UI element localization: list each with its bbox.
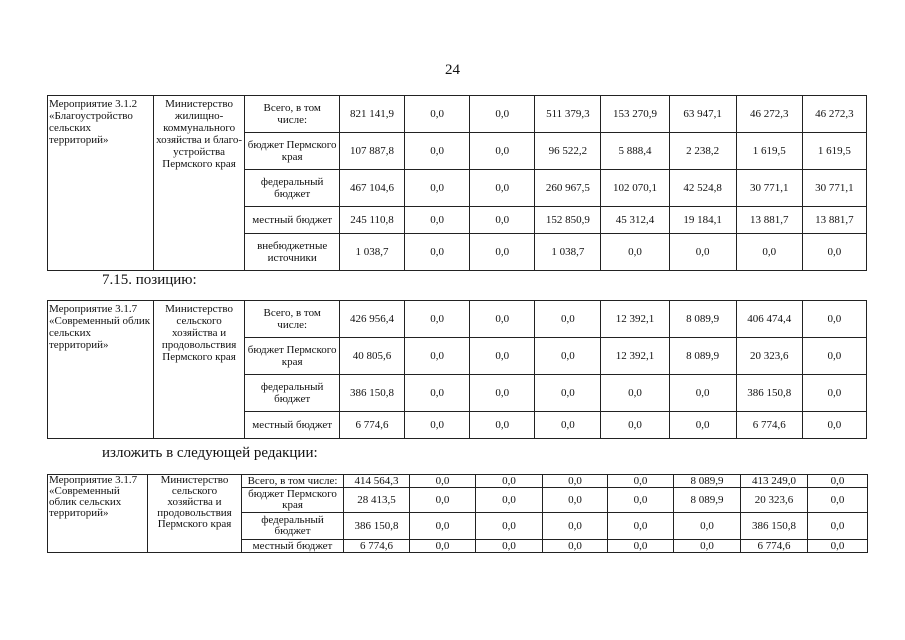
value-cell: 45 312,4 (601, 207, 669, 234)
value-cell: 0,0 (535, 301, 601, 338)
value-cell: 8 089,9 (674, 488, 741, 513)
value-cell: 0,0 (535, 375, 601, 412)
value-cell: 0,0 (476, 475, 543, 488)
value-cell: 0,0 (802, 375, 866, 412)
value-cell: 28 413,5 (344, 488, 410, 513)
value-cell: 0,0 (535, 338, 601, 375)
value-cell: 19 184,1 (669, 207, 736, 234)
value-cell: 0,0 (470, 133, 535, 170)
value-cell: 0,0 (802, 338, 866, 375)
value-cell: 406 474,4 (736, 301, 802, 338)
value-cell: 6 774,6 (741, 540, 808, 553)
value-cell: 6 774,6 (344, 540, 410, 553)
value-cell: 467 104,6 (339, 170, 404, 207)
value-cell: 0,0 (601, 375, 669, 412)
value-cell: 0,0 (410, 488, 476, 513)
value-cell: 46 272,3 (802, 96, 866, 133)
table-measure-3-1-2 (47, 95, 867, 271)
value-cell: 0,0 (543, 540, 608, 553)
value-cell: 0,0 (405, 234, 470, 271)
value-cell: 0,0 (410, 513, 476, 540)
value-cell: 63 947,1 (669, 96, 736, 133)
source-label: бюджет Пермского края (245, 338, 340, 375)
source-label: федеральный бюджет (245, 170, 340, 207)
value-cell: 0,0 (470, 301, 535, 338)
value-cell: 0,0 (543, 488, 608, 513)
value-cell: 0,0 (669, 234, 736, 271)
value-cell: 0,0 (674, 540, 741, 553)
value-cell: 0,0 (608, 475, 674, 488)
value-cell: 0,0 (476, 488, 543, 513)
measure-name: Мероприятие 3.1.7 «Современный облик сельских территорий» (48, 475, 148, 553)
value-cell: 413 249,0 (741, 475, 808, 488)
value-cell: 96 522,2 (535, 133, 601, 170)
value-cell: 6 774,6 (339, 412, 404, 439)
executor: Министерство жилищно-коммунального хозяйства и благо-устройства Пермского края (153, 96, 245, 271)
value-cell: 42 524,8 (669, 170, 736, 207)
value-cell: 30 771,1 (736, 170, 802, 207)
value-cell: 386 150,8 (344, 513, 410, 540)
value-cell: 30 771,1 (802, 170, 866, 207)
value-cell: 153 270,9 (601, 96, 669, 133)
value-cell: 0,0 (674, 513, 741, 540)
measure-name: Мероприятие 3.1.2 «Благоустройство сельских территорий» (48, 96, 154, 271)
value-cell: 0,0 (405, 96, 470, 133)
value-cell: 8 089,9 (674, 475, 741, 488)
value-cell: 0,0 (410, 475, 476, 488)
value-cell: 245 110,8 (339, 207, 404, 234)
value-cell: 0,0 (736, 234, 802, 271)
value-cell: 12 392,1 (601, 301, 669, 338)
value-cell: 0,0 (608, 513, 674, 540)
value-cell: 20 323,6 (741, 488, 808, 513)
value-cell: 0,0 (405, 338, 470, 375)
source-label: Всего, в том числе: (242, 475, 344, 488)
value-cell: 0,0 (470, 170, 535, 207)
table-measure-3-1-7-new (47, 474, 868, 553)
source-label: местный бюджет (245, 412, 340, 439)
value-cell: 0,0 (410, 540, 476, 553)
value-cell: 0,0 (470, 234, 535, 271)
page-number: 24 (445, 62, 460, 78)
executor: Министерство сельского хозяйства и продовольствия Пермского края (148, 475, 242, 553)
value-cell: 0,0 (808, 488, 868, 513)
value-cell: 511 379,3 (535, 96, 601, 133)
source-label: внебюджетные источники (245, 234, 340, 271)
value-cell: 821 141,9 (339, 96, 404, 133)
value-cell: 1 619,5 (802, 133, 866, 170)
value-cell: 0,0 (405, 375, 470, 412)
executor: Министерство сельского хозяйства и продовольствия Пермского края (153, 301, 245, 439)
value-cell: 0,0 (601, 234, 669, 271)
section-heading-position: 7.15. позицию: (102, 272, 197, 288)
value-cell: 0,0 (470, 375, 535, 412)
value-cell: 0,0 (808, 540, 868, 553)
section-heading-new-edition: изложить в следующей редакции: (102, 445, 318, 461)
value-cell: 386 150,8 (736, 375, 802, 412)
value-cell: 8 089,9 (669, 338, 736, 375)
value-cell: 0,0 (470, 96, 535, 133)
value-cell: 0,0 (405, 301, 470, 338)
value-cell: 0,0 (608, 540, 674, 553)
value-cell: 426 956,4 (339, 301, 404, 338)
value-cell: 0,0 (405, 170, 470, 207)
value-cell: 0,0 (470, 338, 535, 375)
value-cell: 5 888,4 (601, 133, 669, 170)
value-cell: 386 150,8 (741, 513, 808, 540)
value-cell: 0,0 (470, 207, 535, 234)
value-cell: 0,0 (802, 301, 866, 338)
value-cell: 152 850,9 (535, 207, 601, 234)
source-label: федеральный бюджет (245, 375, 340, 412)
value-cell: 13 881,7 (736, 207, 802, 234)
value-cell: 13 881,7 (802, 207, 866, 234)
value-cell: 0,0 (543, 475, 608, 488)
value-cell: 20 323,6 (736, 338, 802, 375)
source-label: федеральный бюджет (242, 513, 344, 540)
value-cell: 1 619,5 (736, 133, 802, 170)
value-cell: 46 272,3 (736, 96, 802, 133)
value-cell: 0,0 (802, 412, 866, 439)
value-cell: 0,0 (608, 488, 674, 513)
table-measure-3-1-7-old (47, 300, 867, 439)
value-cell: 0,0 (470, 412, 535, 439)
value-cell: 0,0 (601, 412, 669, 439)
value-cell: 8 089,9 (669, 301, 736, 338)
value-cell: 0,0 (543, 513, 608, 540)
value-cell: 0,0 (535, 412, 601, 439)
source-label: Всего, в том числе: (245, 96, 340, 133)
value-cell: 0,0 (669, 412, 736, 439)
value-cell: 12 392,1 (601, 338, 669, 375)
value-cell: 386 150,8 (339, 375, 404, 412)
value-cell: 0,0 (808, 513, 868, 540)
value-cell: 260 967,5 (535, 170, 601, 207)
value-cell: 102 070,1 (601, 170, 669, 207)
value-cell: 0,0 (669, 375, 736, 412)
value-cell: 0,0 (802, 234, 866, 271)
value-cell: 0,0 (405, 412, 470, 439)
value-cell: 2 238,2 (669, 133, 736, 170)
value-cell: 1 038,7 (339, 234, 404, 271)
value-cell: 0,0 (476, 513, 543, 540)
source-label: местный бюджет (242, 540, 344, 553)
source-label: Всего, в том числе: (245, 301, 340, 338)
value-cell: 0,0 (476, 540, 543, 553)
source-label: местный бюджет (245, 207, 340, 234)
value-cell: 0,0 (808, 475, 868, 488)
value-cell: 0,0 (405, 207, 470, 234)
value-cell: 414 564,3 (344, 475, 410, 488)
value-cell: 40 805,6 (339, 338, 404, 375)
value-cell: 6 774,6 (736, 412, 802, 439)
value-cell: 1 038,7 (535, 234, 601, 271)
source-label: бюджет Пермского края (245, 133, 340, 170)
source-label: бюджет Пермского края (242, 488, 344, 513)
value-cell: 107 887,8 (339, 133, 404, 170)
value-cell: 0,0 (405, 133, 470, 170)
measure-name: Мероприятие 3.1.7 «Современный облик сельских территорий» (48, 301, 154, 439)
